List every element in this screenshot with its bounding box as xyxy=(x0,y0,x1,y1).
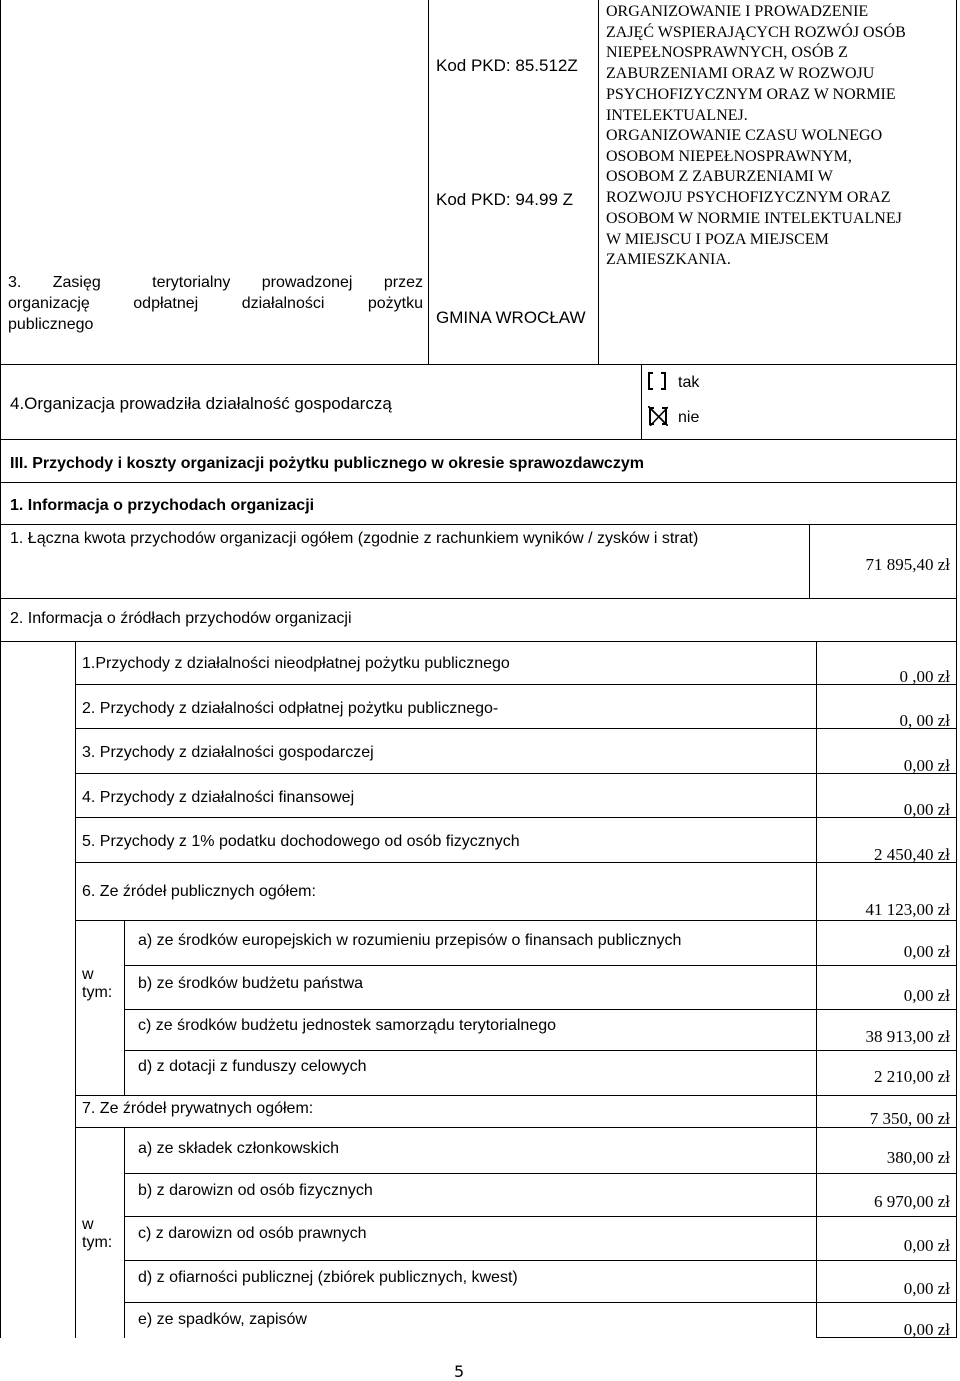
w-tym-label: w tym: xyxy=(82,966,113,1001)
row-7-label: 7. Ze źródeł prywatnych ogółem: xyxy=(82,1100,314,1117)
border xyxy=(0,364,957,365)
border xyxy=(124,1216,957,1217)
border xyxy=(598,0,599,365)
row-7d-value: 0,00 zł xyxy=(903,1279,950,1298)
w-tym-label: w tym: xyxy=(82,1216,113,1251)
row-5-value: 2 450,40 zł xyxy=(873,845,950,864)
page-number: 5 xyxy=(454,1362,465,1381)
row-6a-value: 0,00 zł xyxy=(903,942,950,961)
row-3-value: 0,00 zł xyxy=(903,756,950,775)
row-6b-label: b) ze środków budżetu państwa xyxy=(138,975,364,992)
row-6d-value: 2 210,00 zł xyxy=(873,1067,950,1086)
border xyxy=(124,1260,957,1261)
row-1-value: 0 ,00 zł xyxy=(899,667,950,686)
total-income-value: 71 895,40 zł xyxy=(865,555,950,574)
border xyxy=(0,641,957,642)
border xyxy=(0,482,957,483)
row-7a-label: a) ze składek członkowskich xyxy=(138,1140,339,1157)
territory-label-line2: organizację odpłatnej działalności pożytku xyxy=(8,295,423,312)
row-6c-label: c) ze środków budżetu jednostek samorządu terytorialnego xyxy=(138,1017,556,1034)
income-info-heading: 1. Informacja o przychodach organizacji xyxy=(10,497,315,514)
checkbox-tak[interactable] xyxy=(648,372,666,390)
border xyxy=(956,641,957,1338)
border xyxy=(641,364,642,440)
row-5-label: 5. Przychody z 1% podatku dochodowego od osób fizycznych xyxy=(82,833,520,850)
row-2-value: 0, 00 zł xyxy=(899,711,950,730)
border xyxy=(0,598,957,599)
row-6c-value: 38 913,00 zł xyxy=(865,1027,950,1046)
row-6b-value: 0,00 zł xyxy=(903,986,950,1005)
border xyxy=(0,364,1,440)
row-7e-label: e) ze spadków, zapisów xyxy=(138,1311,307,1328)
checkbox-nie-label: nie xyxy=(678,409,700,426)
income-sources-heading: 2. Informacja o źródłach przychodów organizacji xyxy=(10,610,352,627)
row-7b-label: b) z darowizn od osób fizycznych xyxy=(138,1182,373,1199)
row-6d-label: d) z dotacji z funduszy celowych xyxy=(138,1058,367,1075)
business-activity-label: 4.Organizacja prowadziła działalność gospodarczą xyxy=(10,394,392,413)
row-3-label: 3. Przychody z działalności gospodarczej xyxy=(82,744,374,761)
row-7b-value: 6 970,00 zł xyxy=(873,1192,950,1211)
activity-description-1: ORGANIZOWANIE I PROWADZENIE ZAJĘĆ WSPIERAJĄCYCH ROZWÓJ OSÓB NIEPEŁNOSPRAWNYCH, OSÓB Z ZABURZENIAMI ORAZ W ROZWOJU PSYCHOFIZYCZNYM ORAZ W NORMIE INTELEKTUALNEJ. xyxy=(606,3,906,124)
border xyxy=(124,920,125,1096)
row-6a-label: a) ze środków europejskich w rozumieniu przepisów o finansach publicznych xyxy=(138,932,682,949)
row-6-label: 6. Ze źródeł publicznych ogółem: xyxy=(82,883,316,900)
activity-description-2: ORGANIZOWANIE CZASU WOLNEGO OSOBOM NIEPEŁNOSPRAWNYM, OSOBOM Z ZABURZENIAMI W ROZWOJU PSYCHOFIZYCZNYM ORAZ OSOBOM W NORMIE INTELEKTUALNEJ W MIEJSCU I POZA MIEJSCEM ZAMIESZKANIA. xyxy=(606,127,902,269)
border xyxy=(124,1009,957,1010)
border xyxy=(75,1095,957,1096)
row-7a-value: 380,00 zł xyxy=(886,1148,950,1167)
row-7d-label: d) z ofiarności publicznej (zbiórek publicznych, kwest) xyxy=(138,1269,518,1286)
row-1-label: 1.Przychody z działalności nieodpłatnej pożytku publicznego xyxy=(82,655,510,672)
border xyxy=(0,524,957,525)
border xyxy=(124,1302,957,1303)
border xyxy=(124,1173,957,1174)
pkd-code-1: Kod PKD: 85.512Z xyxy=(436,56,578,75)
territory-value: GMINA WROCŁAW xyxy=(436,308,586,327)
border xyxy=(956,364,957,440)
border xyxy=(956,439,957,642)
border xyxy=(124,1050,957,1051)
border xyxy=(75,641,76,1338)
border xyxy=(0,0,1,365)
border xyxy=(124,965,957,966)
row-7c-label: c) z darowizn od osób prawnych xyxy=(138,1225,367,1242)
border xyxy=(75,920,957,921)
territory-label-line3: publicznego xyxy=(8,316,94,333)
border xyxy=(428,0,429,365)
row-7e-value: 0,00 zł xyxy=(903,1320,950,1339)
border xyxy=(956,0,957,365)
border xyxy=(0,641,1,1338)
territory-label-line1: 3. Zasięg terytorialny prowadzonej przez xyxy=(8,274,423,291)
row-7c-value: 0,00 zł xyxy=(903,1236,950,1255)
total-income-label: 1. Łączna kwota przychodów organizacji ogółem (zgodnie z rachunkiem wyników / zysków i strat) xyxy=(10,530,699,547)
row-7-value: 7 350, 00 zł xyxy=(869,1109,950,1128)
row-4-label: 4. Przychody z działalności finansowej xyxy=(82,789,355,806)
border xyxy=(0,439,957,440)
border xyxy=(809,524,810,599)
checkbox-nie-checked[interactable] xyxy=(648,406,668,426)
section-iii-heading: III. Przychody i koszty organizacji pożytku publicznego w okresie sprawozdawczym xyxy=(10,455,644,472)
checkbox-tak-label: tak xyxy=(678,374,700,391)
pkd-code-2: Kod PKD: 94.99 Z xyxy=(436,190,574,209)
border xyxy=(0,439,1,642)
border xyxy=(124,1127,125,1338)
row-4-value: 0,00 zł xyxy=(903,800,950,819)
row-2-label: 2. Przychody z działalności odpłatnej pożytku publicznego- xyxy=(82,700,499,717)
row-6-value: 41 123,00 zł xyxy=(865,900,950,919)
